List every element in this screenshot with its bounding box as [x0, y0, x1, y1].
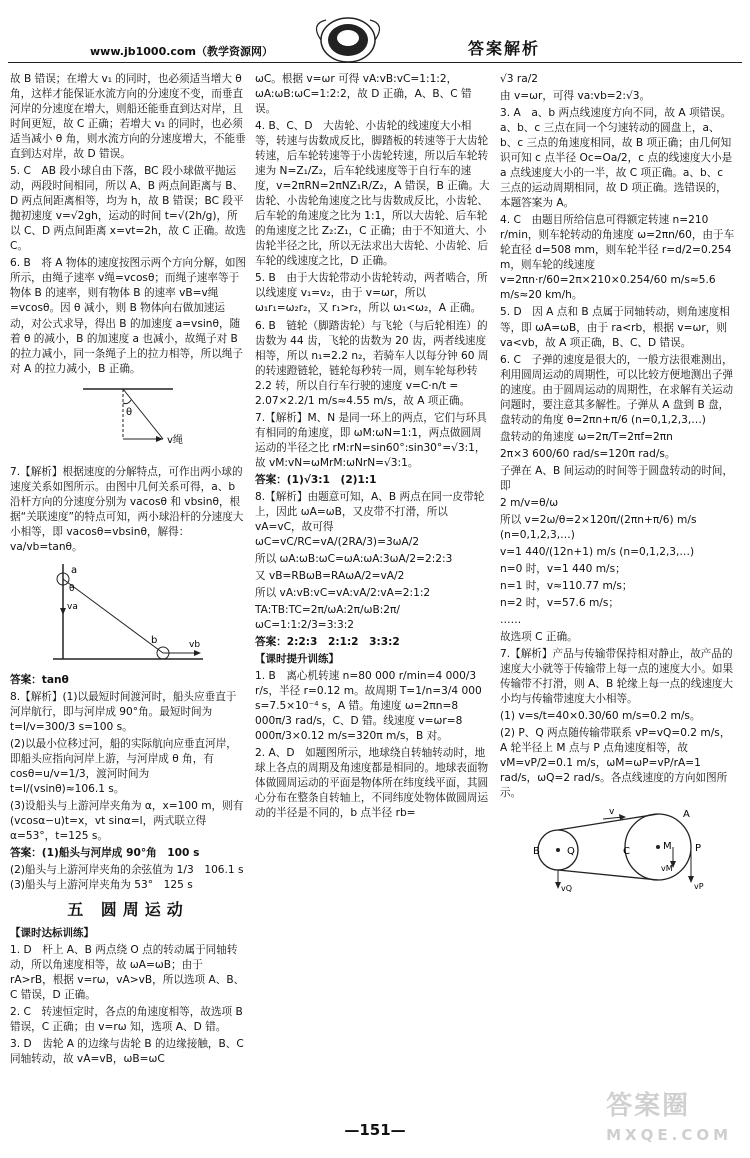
answer-5: 5. C AB 段小球自由下落，BC 段小球做平抛运动，两段时间相同，所以 A、B 两点间距离与 B、D 两点间距离相等，均为 h，故 B 错误；BC 段平抛初速度 v=√2gh，运动的时间 t=√(2h/g)，所以 C、D 两点间距离 x=vt=2h，故 C 正确。故选 C。 — [10, 165, 246, 253]
answer-s3: 3. D 齿轮 A 的边缘与齿轮 B 的边缘接触，B、C 同轴转动，故 vA=vB，ωB=ωC — [10, 1038, 244, 1066]
column-right — [500, 72, 736, 1112]
diagram-7-b: b — [151, 634, 158, 646]
diagram-7-rod — [43, 559, 213, 669]
header-title: 答案解析 — [467, 39, 540, 58]
answer-s7-result: 答案：(1)√3:1 (2)1:1 — [255, 473, 377, 486]
diagram-6-theta: θ — [126, 406, 133, 418]
answer-s1: 1. D 杆上 A、B 两点绕 O 点的转动属于同轴转动，所以角速度相等，故 ωA=ωB；由于 rA>rB，根据 v=rω，vA>vB，所以选项 A、B、C 错误，D 正确。 — [10, 943, 245, 1001]
answer-s8-step1: 所以 ωA:ωB:ωC=ωA:ωA:3ωA/2=2:2:3 — [255, 552, 453, 565]
answer-t5: 5. D 因 A 点和 B 点属于同轴转动，则角速度相等，即 ωA=ωB，由于 ra<rb，根据 v=ωr，则 va<vb，故 A 项正确，B、C、D 错误。 — [500, 306, 730, 349]
answer-s8-result: 答案：2:2:3 2:1:2 3:3:2 — [255, 636, 400, 649]
answer-t6-conclusion: 故选项 C 正确。 — [500, 631, 578, 644]
section-name: 圆周运动 — [100, 900, 189, 920]
answer-t6-etc: …… — [500, 614, 522, 627]
section-number: 五 — [67, 900, 90, 920]
diagram-7-va: va — [67, 601, 78, 612]
section-title — [10, 899, 246, 922]
label-C: C — [623, 846, 630, 858]
answer-s8-step4: TA:TB:TC=2π/ωA:2π/ωB:2π/ωC=1:1:2/3=3:3:2 — [255, 604, 400, 632]
label-Q: Q — [567, 846, 575, 858]
diagram-7-vb: vb — [189, 639, 201, 650]
answer-t2: 2. A、D 如题图所示，地球绕自转轴转动时，地球上各点的周期及角速度都是相同的。地球表面物体做圆周运动的平面是物体所在纬度线平面，其圆心分布在整条自转轴上，不同纬度处物体做圆周运动的半径是不同的，b 点半径 rb= — [255, 747, 489, 820]
diagram-6-v: v绳 — [167, 434, 183, 446]
answer-t6-step2: 2π×3 600/60 rad/s=120π rad/s。 — [500, 447, 676, 460]
label-v: v — [609, 807, 615, 818]
page-number: —151— — [344, 1121, 406, 1139]
answer-8-result-1: 答案：(1)船头与河岸成 90°角 100 s — [10, 847, 200, 860]
header-url: www.jb1000.com（教学资源网） — [90, 45, 273, 58]
answer-s8-step3: 所以 vA:vB:vC=vA:vA/2:vA=2:1:2 — [255, 587, 431, 600]
label-B: B — [533, 846, 540, 858]
column-left — [10, 72, 255, 1112]
column-middle — [255, 72, 491, 1112]
diagram-belt-pulleys — [523, 805, 713, 895]
answer-t6-n1: n=1 时，v≈110.77 m/s； — [500, 580, 633, 592]
header-rule — [8, 62, 742, 63]
answer-8-part2: (2)以最小位移过河，船的实际航向应垂直河岸，即船头应指向河岸上游，与河岸成 θ 角，有 cosθ=u/v=1/3，渡河时间为 t=l/(vsinθ)≈106.1 s。 — [10, 737, 237, 796]
answer-t7: 7.【解析】产品与传输带保持相对静止，故产品的速度大小就等于传输带上每一点的速度大小。如果传输带不打滑，则 A、B 轮缘上每一点的线速度大小均与传输带速度大小相等。 — [500, 648, 734, 706]
answer-t6-step3: 子弹在 A、B 间运动的时间等于圆盘转动的时间，即 — [500, 464, 734, 492]
answer-4-cont: 故 B 错误；在增大 v₁ 的同时，也必须适当增大 θ 角，这样才能保证水流方向的分速度不变，而垂直河岸的分速度在增大，则船还能垂直到达对岸，且时间更短，故 C 正确；若增大 v₁ 的同时，也必须适当减小 θ 角，则水流方向的分速度增大，不能垂直到达对岸，故 D 错误。 — [10, 73, 246, 161]
answer-t6-step6: v=1 440/(12n+1) m/s (n=0,1,2,3,…) — [500, 545, 695, 558]
answer-s4: 4. B、C、D 大齿轮、小齿轮的线速度大小相等，转速与齿数成反比，脚踏板的转速等于大齿轮转速，后车轮转速等于小齿轮转速，所以后车轮转速为 N=Z₁/Z₂，后车轮线速度等于自行车的速度，v=2πRN=2πNZ₁R/Z₂，A 错误，B 正确。大齿轮、小齿轮角速度之比与齿数成反比，小齿轮、后车轮的角速度之比为 1:1，所以大齿轮、后车轮的角速度之比 Z₂:Z₁，C 正确；由于不知道大、小齿轮半径之比，所以无法求出大齿轮、小齿轮、后车轮的线速度之比，D 正确。 — [255, 120, 490, 268]
label-vQ: vQ — [561, 884, 573, 894]
answer-6: 6. B 将 A 物体的速度按图示两个方向分解，如图所示，由绳子速率 v绳=vcosθ；而绳子速率等于物体 B 的速率，则有物体 B 的速率 vB=v绳=vcosθ。因 θ 减小，则 B 物体向右做加速运动，对公式求导，得出 B 的加速度 a=vsinθ，随着 θ 的减小，B 的加速度 a 也减小，故绳子对 B 的拉力减小，同一条绳子上的拉力相等，所以绳子对 A 的拉力减小，B 正确。 — [10, 257, 247, 375]
answer-8-part3: (3)设船头与上游河岸夹角为 α，x=100 m，则有 (vcosα−u)t=x，vt sinα=l，两式联立得 α=53°，t=125 s。 — [10, 800, 244, 843]
answer-8-part1: 8.【解析】(1)以最短时间渡河时，船头应垂直于河岸航行，即与河岸成 90°角。最短时间为 t=l/v=300/3 s=100 s。 — [10, 690, 237, 733]
answer-7-result: 答案：tanθ — [10, 673, 69, 686]
answer-s3-cont: ωC。根据 v=ωr 可得 vA:vB:vC=1:1:2，ωA:ωB:ωC=1:2:2，故 D 正确，A、B、C 错误。 — [255, 73, 472, 116]
answer-7: 7.【解析】根据速度的分解特点，可作出两小球的速度关系如图所示。由图中几何关系可得，a、b 沿杆方向的分速度分别为 vacosθ 和 vbsinθ，根据“关联速度”的特点可知，两小球沿杆的分速度大小相等，即 vacosθ=vbsinθ，解得：va/vb=tanθ。 — [10, 465, 244, 553]
diagram-7-a: a — [71, 564, 78, 576]
label-vM: vM — [661, 864, 673, 874]
label-P: P — [695, 843, 702, 855]
answer-t3: 3. A a、b 两点线速度方向不同，故 A 项错误。a、b、c 三点在同一个匀速转动的圆盘上，a、b、c 三点的角速度相同，故 B 项正确；由几何知识可知 c 点半径 Oc=Oa/2，c 点的线速度大小是 a 点线速度大小的一半，故 C 项正确。a、b、c 三点的运动周期相同，故 D 项正确。选错误的，本题答案为 A。 — [500, 107, 733, 210]
section-subtitle: 【课时达标训练】 — [10, 926, 94, 939]
watermark-main: 答案圈 — [606, 1090, 691, 1121]
answer-t6-n2: n=2 时，v=57.6 m/s； — [500, 597, 619, 610]
answer-t6: 6. C 子弹的速度是很大的，一般方法很难测出，利用圆周运动的周期性，可以比较方便地测出子弹的速度。由于圆周运动的周期性，在求解有关运动问题时，要注意其多解性。子弹从 A 盘到 B 盘，盘转动的角度 θ=2πn+π/6 (n=0,1,2,3,…) — [500, 353, 734, 426]
subsection-title: 【课时提升训练】 — [255, 653, 339, 666]
answer-t6-step5: 所以 v=2ω/θ=2×120π/(2πn+π/6) m/s (n=0,1,2,3,…) — [500, 513, 697, 541]
site-watermark — [606, 1088, 732, 1146]
label-vP: vP — [694, 882, 704, 892]
publisher-logo — [318, 14, 378, 66]
label-M: M — [663, 841, 672, 853]
answer-s6: 6. B 链轮（脚踏齿轮）与飞轮（与后轮相连）的齿数为 44 齿，飞轮的齿数为 20 齿，两者线速度相等，所以 n₁=2.2 n₂，若骑车人以每分钟 60 周的转速蹬链轮，链轮每秒转一周，则车轮每秒转 2.2 转，所以自行车行驶的速度 v=C·n/t = 2.07×2.2/1 m/s≈4.55 m/s，故 A 项正确。 — [255, 319, 489, 407]
answer-t2-cont-1: √3 ra/2 — [500, 73, 539, 85]
label-A: A — [683, 809, 690, 821]
answer-t6-step1: 盘转动的角速度 ω=2π/T=2πf=2πn — [500, 430, 673, 443]
answer-s8-step2: 又 vB=RBωB=RAωA/2=vA/2 — [255, 570, 405, 582]
answer-t6-n0: n=0 时，v=1 440 m/s； — [500, 562, 626, 575]
watermark-sub: MXQE.COM — [606, 1125, 732, 1144]
answer-t7-part2: (2) P、Q 两点随传输带联系 vP=vQ=0.2 m/s，A 轮半径上 M 点与 P 点角速度相等，故 vM=vP/2=0.1 m/s，ωM=ωP=vP/rA=1 rad/s，ωQ=2 rad/s。各点线速度的方向如图所示。 — [500, 727, 731, 800]
answer-8-result-2: (2)船头与上游河岸夹角的余弦值为 1/3 106.1 s (3)船头与上游河岸夹角为 53° 125 s — [10, 864, 255, 892]
answer-t2-cont-2: 由 v=ωr，可得 va:vb=2:√3。 — [500, 90, 651, 103]
answer-t4: 4. C 由题目所给信息可得额定转速 n=210 r/min，则车轮转动的角速度 ω=2πn/60，由于车轮直径 d=508 mm，则车轮半径 r=d/2=0.254 m，则车轮的线速度 v=2πn·r/60=2π×210×0.254/60 m/s≈5.6 m/s≈20 km/h。 — [500, 214, 735, 302]
answer-t6-step4: 2 m/v=θ/ω — [500, 496, 559, 509]
answer-s7: 7.【解析】M、N 是同一环上的两点，它们与环具有相同的角速度，即 ωM:ωN=1:1，两点做圆周运动的半径之比 rM:rN=sin60°:sin30°=√3:1，故 vM:vN=ωMrM:ωNrN=√3:1。 — [255, 411, 487, 469]
answer-s2: 2. C 转速恒定时，各点的角速度相等，故选项 B 错误，C 正确；由 v=rω 知，选项 A、D 错。 — [10, 1006, 243, 1034]
diagram-6-velocity — [63, 381, 193, 461]
answer-t1: 1. B 离心机转速 n=80 000 r/min=4 000/3 r/s，半径 r=0.12 m。故周期 T=1/n=3/4 000 s=7.5×10⁻⁴ s，A 错。角速度 ω=2πn=8 000π/3 rad/s，C、D 错。线速度 v=ωr=8 000π/3×0.12 m/s=320π m/s，B 对。 — [255, 670, 482, 743]
answer-s8: 8.【解析】由题意可知，A、B 两点在同一皮带轮上，因此 ωA=ωB，又皮带不打滑，所以 vA=vC，故可得 ωC=vC/RC=vA/(2RA/3)=3ωA/2 — [255, 490, 485, 548]
answer-t7-part1: (1) v=s/t=40×0.30/60 m/s=0.2 m/s。 — [500, 710, 701, 723]
answer-s5: 5. B 由于大齿轮带动小齿轮转动，两者啮合，所以线速度 v₁=v₂，由于 v=ωr，所以 ω₁r₁=ω₂r₂，又 r₁>r₂，所以 ω₁<ω₂，A 正确。 — [255, 272, 488, 315]
diagram-7-theta: θ — [69, 583, 75, 594]
